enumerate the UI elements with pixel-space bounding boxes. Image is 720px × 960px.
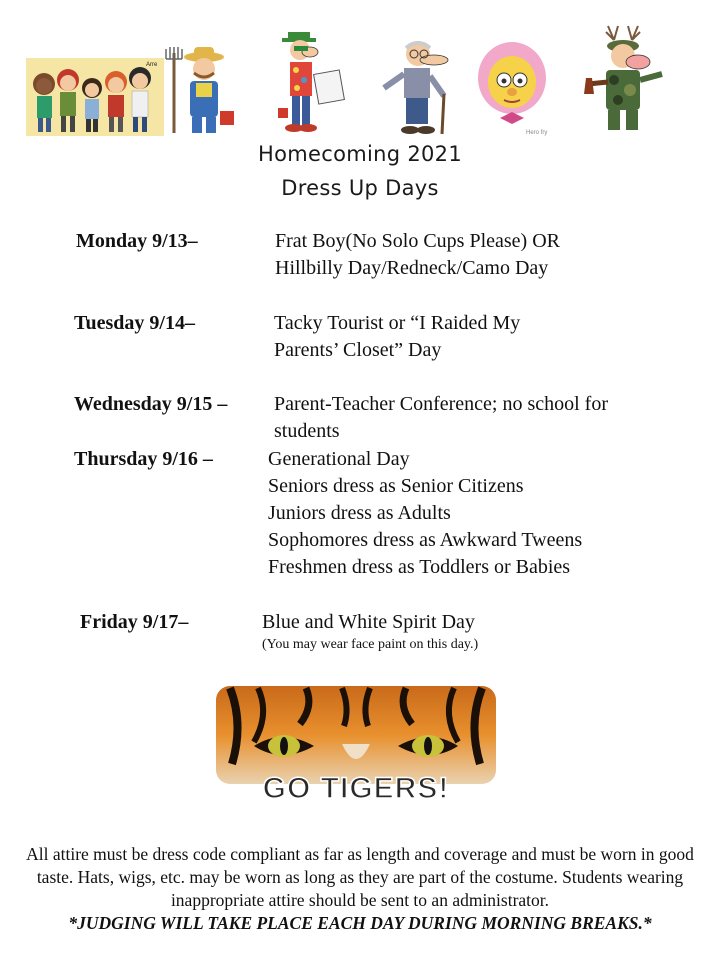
- desc-line: students: [274, 420, 340, 442]
- kids-tag: Arre: [146, 62, 158, 68]
- grandma-tag: Hero fry: [526, 130, 548, 136]
- desc-line: Tacky Tourist or “I Raided My: [274, 312, 521, 334]
- camo-hunter-clipart: [578, 24, 678, 136]
- day-label-thursday: Thursday 9/16 –: [74, 448, 213, 470]
- farmer-clipart: [160, 45, 240, 137]
- desc-line: Freshmen dress as Toddlers or Babies: [268, 556, 571, 578]
- day-note-friday: (You may wear face paint on this day.): [262, 637, 479, 652]
- day-label-wednesday: Wednesday 9/15 –: [74, 393, 228, 415]
- desc-line: Seniors dress as Senior Citizens: [268, 475, 524, 497]
- old-man-clipart: [372, 36, 464, 136]
- desc-line: Hillbilly Day/Redneck/Camo Day: [275, 257, 549, 279]
- desc-line: Juniors dress as Adults: [268, 502, 451, 524]
- desc-line: Parent-Teacher Conference; no school for: [274, 393, 609, 415]
- day-label-tuesday: Tuesday 9/14–: [74, 312, 195, 334]
- day-label-friday: Friday 9/17–: [80, 611, 189, 633]
- day-desc-friday: Blue and White Spirit Day: [262, 611, 475, 633]
- judging-notice: *JUDGING WILL TAKE PLACE EACH DAY DURING MORNING BREAKS.*: [68, 913, 652, 933]
- day-label-monday: Monday 9/13–: [76, 230, 198, 252]
- day-desc-tuesday: [274, 310, 520, 364]
- title-line-2: Dress Up Days: [281, 176, 439, 200]
- desc-line: Sophomores dress as Awkward Tweens: [268, 529, 583, 551]
- day-desc-monday: [275, 228, 560, 282]
- desc-line: Frat Boy(No Solo Cups Please) OR: [275, 230, 560, 252]
- footer-text: All attire must be dress code compliant as far as length and coverage and must be worn in good taste. Hats, wigs, etc. may be worn as long as they are part of the costume. Students wearing inappropriate attire should be sent to an administrator.: [26, 844, 694, 910]
- go-tigers-banner: [210, 684, 502, 812]
- grandma-clipart: [476, 38, 548, 138]
- title-line-1: Homecoming 2021: [258, 142, 462, 166]
- desc-line: Generational Day: [268, 448, 410, 470]
- day-desc-wednesday: [274, 391, 608, 445]
- go-tigers-text: GO TIGERS!: [262, 772, 450, 805]
- day-desc-thursday: [268, 446, 582, 581]
- desc-line: Parents’ Closet” Day: [274, 339, 442, 361]
- kids-group-clipart: [26, 58, 164, 136]
- footer-notice: [8, 843, 712, 935]
- tourist-clipart: [272, 28, 354, 136]
